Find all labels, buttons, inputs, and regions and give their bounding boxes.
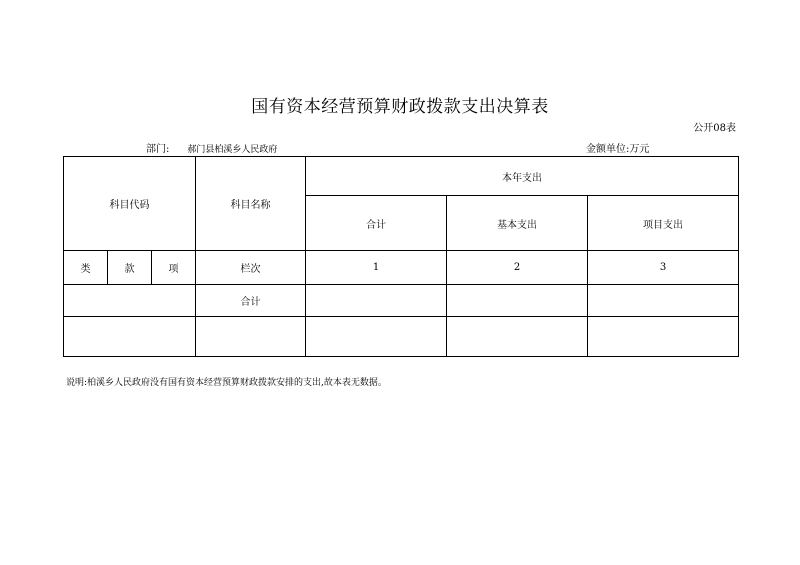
report-title: 国有资本经营预算财政拨款支出决算表	[251, 97, 549, 117]
total-row-label: 合计	[196, 285, 306, 317]
total-row-project	[588, 285, 739, 317]
empty-row-code	[64, 317, 196, 357]
department-line	[146, 140, 277, 155]
explanation-note: 说明:柏溪乡人民政府没有国有资本经营预算财政拨款安排的支出,故本表无数据。	[66, 378, 387, 388]
empty-row-name	[196, 317, 306, 357]
department-label: 部门:	[146, 144, 170, 155]
empty-row-basic	[447, 317, 588, 357]
column-label: 栏次	[196, 251, 306, 285]
budget-table	[63, 156, 739, 357]
header-row-1	[64, 157, 739, 196]
total-row-basic	[447, 285, 588, 317]
column-number-1: 1	[306, 251, 447, 285]
column-number-2: 2	[447, 251, 588, 285]
total-row	[64, 285, 739, 317]
code-class: 类	[64, 251, 108, 285]
column-number-3: 3	[588, 251, 739, 285]
code-item: 项	[152, 251, 196, 285]
empty-row-project	[588, 317, 739, 357]
header-subject-code: 科目代码	[64, 157, 196, 251]
header-project: 项目支出	[588, 196, 739, 251]
header-subject-name: 科目名称	[196, 157, 306, 251]
column-number-row	[64, 251, 739, 285]
empty-row-total	[306, 317, 447, 357]
header-current-year: 本年支出	[306, 157, 739, 196]
department-name: 郝门县柏溪乡人民政府	[187, 145, 278, 155]
header-basic: 基本支出	[447, 196, 588, 251]
total-row-code	[64, 285, 196, 317]
empty-row	[64, 317, 739, 357]
code-section: 款	[108, 251, 152, 285]
form-code: 公开08表	[693, 123, 736, 134]
total-row-total	[306, 285, 447, 317]
amount-unit: 金额单位:万元	[586, 144, 650, 155]
header-total: 合计	[306, 196, 447, 251]
